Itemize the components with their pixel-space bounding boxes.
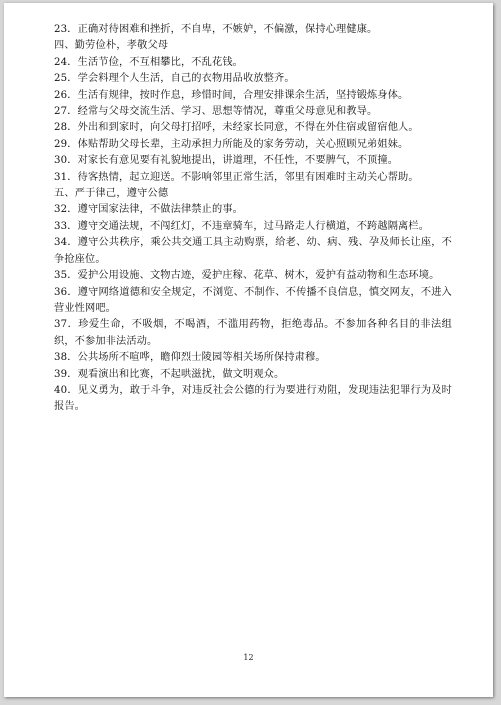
page-number: 12: [243, 653, 254, 662]
list-item: 29．体贴帮助父母长辈，主动承担力所能及的家务劳动，关心照顾兄弟姐妹。: [54, 138, 409, 150]
list-item: 31．待客热情，起立迎送。不影响邻里正常生活，邻里有困难时主动关心帮助。: [54, 171, 419, 183]
list-item: 24．生活节俭，不互相攀比，不乱花钱。: [54, 56, 243, 68]
list-item: 39．观看演出和比赛，不起哄滋扰，做文明观众。: [54, 368, 285, 380]
list-item: 40．见义勇为，敢于斗争，对违反社会公德的行为要进行劝阻，发现违法犯罪行为及时报告。: [54, 384, 452, 413]
list-item: 28．外出和到家时，向父母打招呼，未经家长同意，不得在外住宿或留宿他人。: [54, 122, 419, 134]
list-item: 32．遵守国家法律，不做法律禁止的事。: [54, 204, 243, 216]
list-item: 38．公共场所不喧哗，瞻仰烈士陵园等相关场所保持肃穆。: [54, 352, 326, 364]
list-item: 25．学会料理个人生活，自己的衣物用品收放整齐。: [54, 73, 295, 85]
list-item: 26．生活有规律，按时作息，珍惜时间，合理安排课余生活，坚持锻炼身体。: [54, 89, 409, 101]
document-body: [54, 22, 452, 416]
list-item: 37．珍爱生命，不吸烟，不喝酒，不滥用药物，拒绝毒品。不参加各种名目的非法组织，不参加非法活动。: [54, 319, 452, 347]
list-item: 35．爱护公用设施、文物古迹，爱护庄稼、花草、树木，爱护有益动物和生态环境。: [54, 270, 440, 282]
list-item: 34．遵守公共秩序，乘公共交通工具主动购票，给老、幼、病、残、孕及师长让座，不争抢座位。: [54, 237, 452, 265]
list-item: 33．遵守交通法规，不闯红灯，不违章骑车，过马路走人行横道，不跨越隔离栏。: [54, 220, 430, 232]
document-page: [4, 3, 493, 697]
list-item: 30．对家长有意见要有礼貌地提出，讲道理，不任性，不要脾气，不顶撞。: [54, 155, 399, 167]
section-heading: 五、严于律己，遵守公德: [54, 188, 169, 200]
list-item: 36．遵守网络道德和安全规定，不浏览、不制作、不传播不良信息，慎交网友，不进入营业性网吧。: [54, 286, 452, 314]
list-item: 23．正确对待困难和挫折，不自卑，不嫉妒，不偏激，保持心理健康。: [54, 24, 378, 35]
section-heading: 四、勤劳俭朴，孝敬父母: [54, 40, 169, 52]
list-item: 27．经常与父母交流生活、学习、思想等情况，尊重父母意见和教导。: [54, 106, 378, 118]
